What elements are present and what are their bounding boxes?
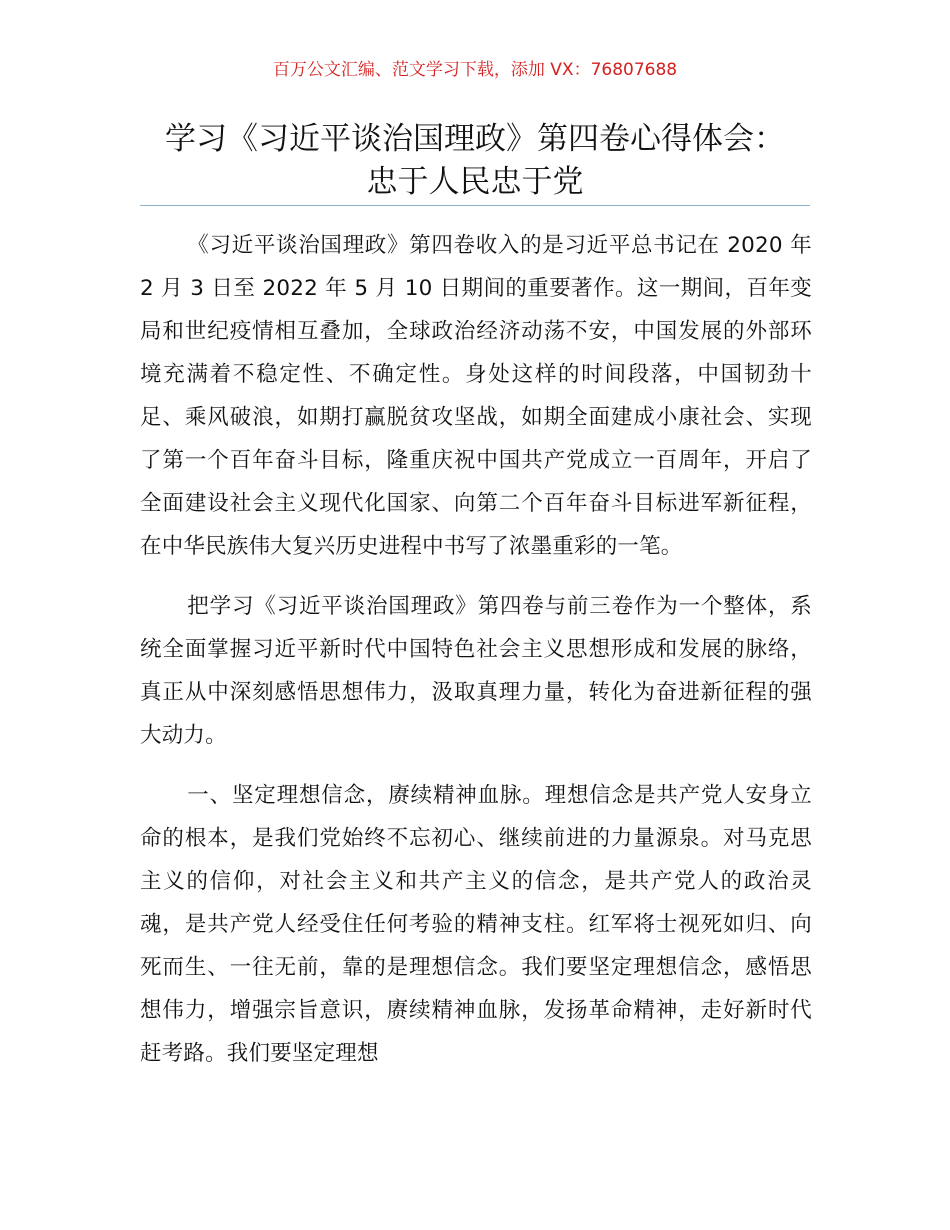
document-body <box>140 224 812 1092</box>
download-notice: 百万公文汇编、范文学习下载，添加 VX：76807688 <box>272 60 678 80</box>
title-divider <box>140 205 810 206</box>
document-title <box>120 118 830 204</box>
title-line-1: 学习《习近平谈治国理政》第四卷心得体会： <box>165 121 785 157</box>
paragraph-1: 《习近平谈治国理政》第四卷收入的是习近平总书记在 2020 年 2 月 3 日至 2022 年 5 月 10 日期间的重要著作。这一期间，百年变局和世纪疫情相互叠加，全球政治经济动荡不安，中国发展的外部环境充满着不稳定性、不确定性。身处这样的时间段落，中国韧劲十足、乘风破浪，如期打赢脱贫攻坚战，如期全面建成小康社会、实现了第一个百年奋斗目标，隆重庆祝中国共产党成立一百周年，开启了全面建设社会主义现代化国家、向第二个百年奋斗目标进军新征程，在中华民族伟大复兴历史进程中书写了浓墨重彩的一笔。 <box>140 233 812 559</box>
paragraph-3: 一、坚定理想信念，赓续精神血脉。理想信念是共产党人安身立命的根本，是我们党始终不忘初心、继续前进的力量源泉。对马克思主义的信仰，对社会主义和共产主义的信念，是共产党人的政治灵魂，是共产党人经受住任何考验的精神支柱。红军将士视死如归、向死而生、一往无前，靠的是理想信念。我们要坚定理想信念，感悟思想伟力，增强宗旨意识，赓续精神血脉，发扬革命精神，走好新时代赶考路。我们要坚定理想 <box>140 783 812 1066</box>
title-line-2: 忠于人民忠于党 <box>366 164 584 200</box>
paragraph-2: 把学习《习近平谈治国理政》第四卷与前三卷作为一个整体，系统全面掌握习近平新时代中国特色社会主义思想形成和发展的脉络，真正从中深刻感悟思想伟力，汲取真理力量，转化为奋进新征程的强大动力。 <box>140 594 812 748</box>
